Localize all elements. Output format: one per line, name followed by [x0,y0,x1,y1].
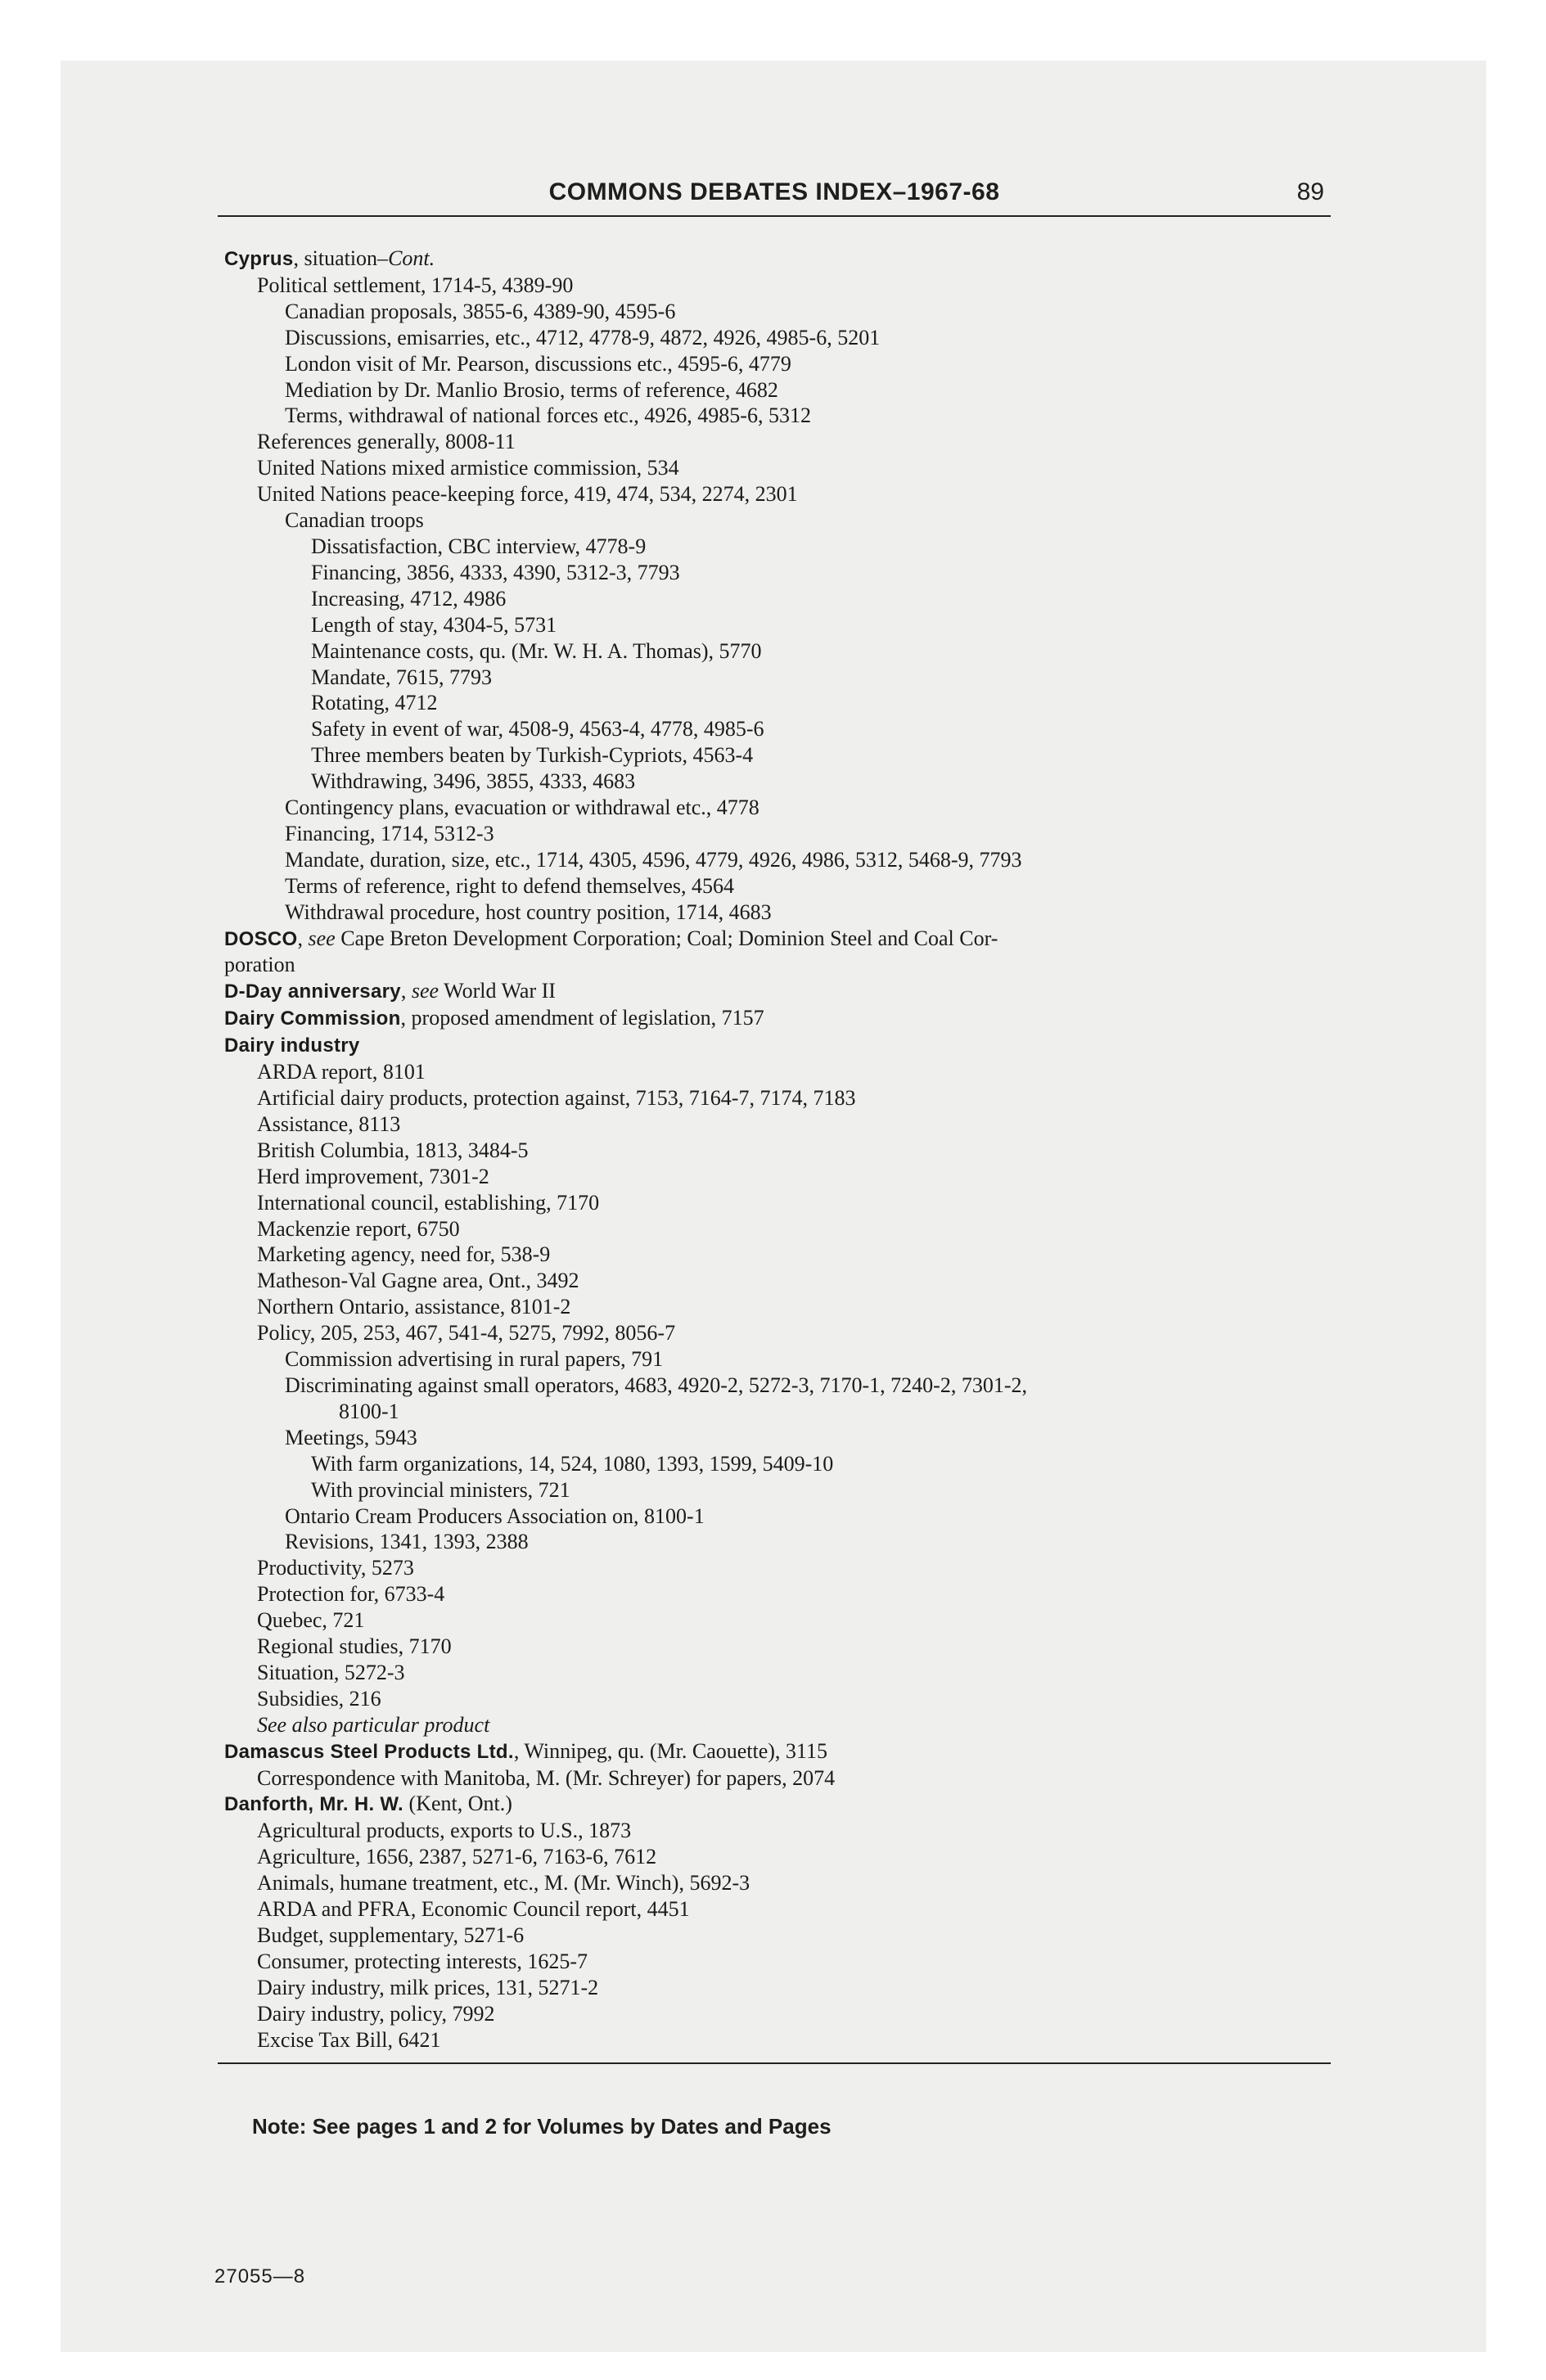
index-subentry [224,1607,1321,1634]
entry-text: United Nations mixed armistice commission, 534 [257,456,679,480]
entry-text: Marketing agency, need for, 538-9 [257,1242,551,1267]
index-subentry [224,1346,1321,1373]
entry-text: Protection for, 6733-4 [257,1582,445,1607]
index-heading-entry [224,926,1321,953]
entry-text: , Winnipeg, qu. (Mr. Caouette), 3115 [513,1738,827,1763]
index-subentry [224,1765,1321,1792]
entry-text: Regional studies, 7170 [257,1634,452,1659]
index-subentry [224,665,1321,691]
entry-italic: see [411,979,439,1003]
index-subentry [224,273,1321,299]
index-subentry [224,534,1321,560]
index-subentry [224,690,1321,716]
entry-text: , [297,926,309,950]
entry-text: International council, establishing, 7170 [257,1190,600,1215]
entry-text: Ontario Cream Producers Association on, 8100-1 [285,1503,705,1528]
entry-text: , proposed amendment of legislation, 7157 [400,1006,764,1030]
index-subentry [224,403,1321,429]
entry-text: Mackenzie report, 6750 [257,1216,460,1241]
entry-text: Withdrawing, 3496, 3855, 4333, 4683 [311,769,636,794]
index-subentry [224,1581,1321,1607]
entry-text: Quebec, 721 [257,1608,365,1633]
entry-italic: Cont. [388,246,435,270]
entry-text: Canadian proposals, 3855-6, 4389-90, 4595-6 [285,299,676,323]
index-subentry [224,325,1321,351]
entry-heading: Damascus Steel Products Ltd. [224,1740,514,1763]
entry-text: poration [224,953,295,977]
index-subentry [224,299,1321,325]
entry-text: Budget, supplementary, 5271-6 [257,1923,525,1947]
running-title: COMMONS DEBATES INDEX–1967-68 [548,178,1000,205]
index-heading-entry [224,1791,1321,1818]
entry-text: ARDA and PFRA, Economic Council report, 4451 [257,1897,690,1922]
index-subentry [224,847,1321,873]
entry-text: Discriminating against small operators, 4683, 4920-2, 5272-3, 7170-1, 7240-2, 7301-2, [285,1373,1027,1397]
index-subentry [224,2001,1321,2027]
index-subentry [224,1503,1321,1530]
index-subentry [224,1660,1321,1686]
entry-text: Artificial dairy products, protection against, 7153, 7164-7, 7174, 7183 [257,1086,856,1110]
index-subentry [224,507,1321,534]
index-subentry [224,742,1321,769]
entry-text: Agriculture, 1656, 2387, 5271-6, 7163-6, 7612 [257,1845,657,1869]
index-heading-entry [224,1032,1321,1059]
index-subentry [224,1190,1321,1216]
index-subentry [224,1294,1321,1320]
index-subentry [224,1844,1321,1870]
index-subentry [224,952,1321,978]
entry-text: Assistance, 8113 [257,1111,401,1136]
index-entries [224,246,1321,2053]
index-subentry [224,2027,1321,2053]
index-subentry [224,351,1321,377]
entry-heading: Danforth, Mr. H. W. [224,1793,404,1816]
entry-text: Productivity, 5273 [257,1556,414,1580]
entry-text: Dissatisfaction, CBC interview, 4778-9 [311,534,647,558]
entry-text: Political settlement, 1714-5, 4389-90 [257,273,574,297]
index-subentry [224,1477,1321,1503]
entry-text: Correspondence with Manitoba, M. (Mr. Schreyer) for papers, 2074 [257,1765,836,1790]
index-subentry [224,1320,1321,1346]
index-subentry [224,899,1321,926]
entry-text: Situation, 5272-3 [257,1660,405,1684]
entry-text: Terms, withdrawal of national forces etc., 4926, 4985-6, 5312 [285,403,811,428]
index-subentry [224,1059,1321,1085]
entry-text: Northern Ontario, assistance, 8101-2 [257,1295,571,1319]
index-subentry [224,1555,1321,1581]
index-subentry [224,1529,1321,1555]
index-subentry [224,1870,1321,1896]
entry-text: Commission advertising in rural papers, 791 [285,1347,664,1372]
entry-heading: Cyprus [224,248,294,270]
entry-text: Contingency plans, evacuation or withdrawal etc., 4778 [285,796,759,820]
footer-note: Note: See pages 1 and 2 for Volumes by Dates and Pages [252,2114,832,2139]
entry-text: Policy, 205, 253, 467, 541-4, 5275, 7992, 8056-7 [257,1321,676,1346]
index-subentry [224,795,1321,821]
index-subentry [224,1975,1321,2001]
index-subentry [224,429,1321,455]
index-subentry [224,1949,1321,1975]
index-subentry [224,1373,1321,1399]
index-subentry [224,1216,1321,1242]
index-subentry [224,612,1321,638]
index-subentry [224,1922,1321,1949]
entry-text: Rotating, 4712 [311,691,438,715]
entry-text: Terms of reference, right to defend themselves, 4564 [285,873,735,898]
entry-text: With farm organizations, 14, 524, 1080, 1393, 1599, 5409-10 [311,1451,834,1476]
entry-heading: D-Day anniversary [224,980,401,1003]
entry-text: Agricultural products, exports to U.S., 1873 [257,1819,632,1843]
entry-text: Dairy industry, policy, 7992 [257,2001,495,2026]
index-subentry [224,1242,1321,1268]
entry-text: (Kent, Ont.) [403,1792,512,1816]
index-subentry [224,455,1321,481]
index-subentry [224,1634,1321,1660]
index-subentry [224,1451,1321,1477]
entry-text: Cape Breton Development Corporation; Coal; Dominion Steel and Coal Cor- [335,926,998,950]
index-subentry [224,1085,1321,1111]
page-header [218,170,1331,211]
entry-text: , [400,979,412,1003]
entry-text: Matheson-Val Gagne area, Ont., 3492 [257,1269,579,1293]
entry-text: Length of stay, 4304-5, 5731 [311,612,557,637]
entry-text: Withdrawal procedure, host country position, 1714, 4683 [285,899,772,924]
entry-text: Increasing, 4712, 4986 [311,586,507,611]
index-subentry [224,560,1321,586]
entry-text: Consumer, protecting interests, 1625-7 [257,1949,588,1973]
index-subentry [224,586,1321,612]
entry-text: Mandate, 7615, 7793 [311,665,492,689]
entry-heading: DOSCO [224,927,298,950]
index-heading-entry [224,1738,1321,1765]
index-subentry [224,1399,1321,1425]
entry-heading: Dairy Commission [224,1007,401,1030]
index-subentry [224,638,1321,665]
entry-text: Revisions, 1341, 1393, 2388 [285,1530,529,1554]
entry-text: London visit of Mr. Pearson, discussions etc., 4595-6, 4779 [285,351,791,376]
entry-text: British Columbia, 1813, 3484-5 [257,1138,529,1162]
entry-text: Three members beaten by Turkish-Cypriots, 4563-4 [311,743,754,768]
entry-italic: see [308,926,336,950]
index-subentry [224,1268,1321,1294]
index-subentry [224,1138,1321,1164]
index-subentry [224,1818,1321,1844]
entry-text: With provincial ministers, 721 [311,1477,570,1502]
entry-text: Animals, humane treatment, etc., M. (Mr. Winch), 5692-3 [257,1871,750,1895]
index-subentry [224,1111,1321,1138]
entry-text: Herd improvement, 7301-2 [257,1164,489,1188]
entry-text: United Nations peace-keeping force, 419, 474, 534, 2274, 2301 [257,482,798,507]
index-heading-entry [224,978,1321,1005]
entry-text: Financing, 1714, 5312-3 [285,821,494,845]
entry-text: Canadian troops [285,508,424,533]
entry-text: Mediation by Dr. Manlio Brosio, terms of reference, 4682 [285,377,778,402]
entry-text: Financing, 3856, 4333, 4390, 5312-3, 7793 [311,560,680,584]
entry-text: ARDA report, 8101 [257,1060,426,1084]
entry-text: Meetings, 5943 [285,1425,417,1449]
index-subentry [224,377,1321,403]
index-subentry [224,481,1321,507]
print-code: 27055—8 [214,2265,306,2288]
entry-text: Excise Tax Bill, 6421 [257,2027,441,2052]
entry-italic: See also particular product [257,1712,490,1737]
entry-text: Discussions, emisarries, etc., 4712, 4778-9, 4872, 4926, 4985-6, 5201 [285,325,881,349]
index-subentry [224,1164,1321,1190]
index-subentry [224,716,1321,742]
entry-text: Dairy industry, milk prices, 131, 5271-2 [257,1975,599,1999]
entry-text: References generally, 8008-11 [257,430,516,454]
index-subentry [224,1686,1321,1712]
index-subentry [224,1896,1321,1922]
index-heading-entry [224,1005,1321,1032]
entry-text: Mandate, duration, size, etc., 1714, 4305, 4596, 4779, 4926, 4986, 5312, 5468-9, 7793 [285,847,1022,872]
entry-text: Subsidies, 216 [257,1686,381,1711]
entry-text: Safety in event of war, 4508-9, 4563-4, 4778, 4985-6 [311,717,764,741]
entry-text: World War II [439,979,556,1003]
entry-text: , situation– [293,246,389,270]
index-heading-entry [224,246,1321,273]
index-subentry [224,821,1321,847]
header-rule [218,215,1331,217]
entry-text: 8100-1 [339,1399,399,1423]
index-subentry [224,769,1321,795]
index-subentry [224,1712,1321,1738]
entry-heading: Dairy industry [224,1034,360,1057]
footer-rule [218,2062,1331,2064]
page-number: 89 [1296,178,1324,205]
index-subentry [224,873,1321,899]
index-subentry [224,1425,1321,1451]
entry-text: Maintenance costs, qu. (Mr. W. H. A. Thomas), 5770 [311,638,762,663]
